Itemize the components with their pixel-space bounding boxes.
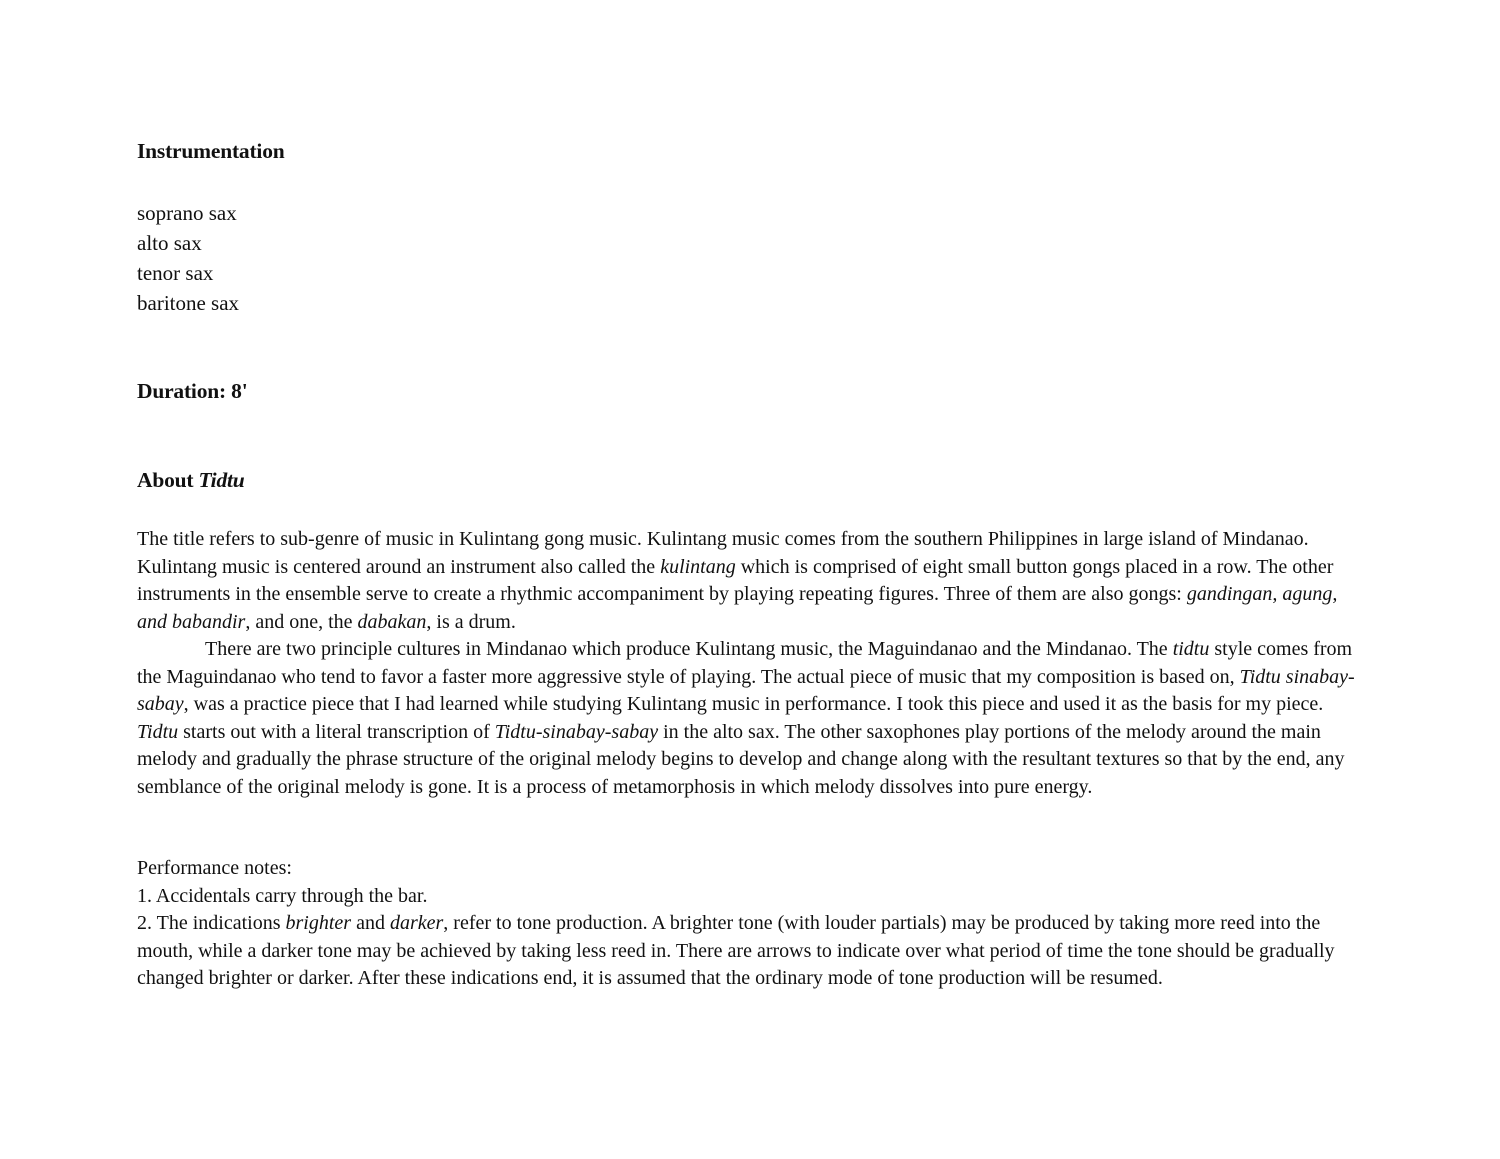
instrument-item: soprano sax	[137, 201, 237, 225]
italic-term: darker	[389, 912, 444, 934]
text-run: which is comprised of eight small button gongs placed in a row. The other instruments in the ensemble serve to create a rhythmic accompaniment by playing repeating figures. Three of them are also gongs:	[137, 555, 1334, 605]
about-heading	[137, 468, 245, 493]
italic-term: tidtu	[1172, 638, 1210, 660]
performance-notes-section	[137, 855, 1367, 993]
italic-term: dabakan	[357, 610, 427, 633]
text-run: starts out with a literal transcription of	[178, 720, 495, 743]
text-run: , refer to tone production. A brighter tone (with louder partials) may be produced by taking more reed into the mouth, while a darker tone may be achieved by taking less reed in. There are arrows to indicate over what period of time the tone should be gradually changed brighter or darker. After these indications end, it is assumed that the ordinary mode of tone production will be resumed.	[137, 912, 1335, 989]
text-run: , was a practice piece that I had learned while studying Kulintang music in performance. I took this piece and used it as the basis for my piece.	[183, 693, 1324, 715]
text-run: , is a drum.	[426, 610, 516, 633]
instrument-list	[137, 198, 239, 318]
text-run: , and one, the	[245, 610, 358, 633]
italic-term: Tidtu	[137, 720, 179, 743]
italic-term: gandingan, agung, and babandir	[137, 583, 1338, 633]
text-run: and	[351, 912, 390, 934]
duration-heading: Duration: 8'	[137, 379, 248, 403]
text-run: There are two principle cultures in Mindanao which produce Kulintang music, the Maguindanao and the Mindanao. The	[205, 638, 1173, 660]
instrumentation-heading: Instrumentation	[137, 139, 285, 163]
instrument-item: tenor sax	[137, 261, 214, 285]
about-paragraph-2	[137, 636, 1367, 801]
text-run: 2. The indications	[137, 912, 286, 934]
instrument-item: baritone sax	[137, 291, 240, 315]
about-heading-prefix: About	[137, 468, 199, 492]
italic-term: brighter	[285, 912, 352, 934]
italic-term: Tidtu-sinabay-sabay	[494, 720, 659, 743]
text-run: in the alto sax. The other saxophones play portions of the melody around the main melody and gradually the phrase structure of the original melody begins to develop and change along with the resultant textures so that by the end, any semblance of the original melody is gone. It is a process of metamorphosis in which melody dissolves into pure energy.	[137, 720, 1345, 798]
about-heading-title: Tidtu	[198, 468, 245, 492]
text-run: style comes from the Maguindanao who tend to favor a faster more aggressive style of playing. The actual piece of music that my composition is based on,	[137, 638, 1353, 688]
italic-term: Tidtu sinabay-sabay	[137, 665, 1355, 715]
performance-note-1: 1. Accidentals carry through the bar.	[137, 884, 428, 907]
about-paragraph-1	[137, 526, 1367, 636]
text-run: The title refers to sub-genre of music in Kulintang gong music. Kulintang music comes from the southern Philippines in large island of Mindanao. Kulintang music is centered around an instrument also called the	[137, 528, 1309, 578]
about-section	[137, 526, 1367, 801]
italic-term: kulintang	[660, 555, 736, 578]
instrument-item: alto sax	[137, 231, 202, 255]
performance-notes-heading: Performance notes:	[137, 857, 292, 879]
performance-note-2	[137, 910, 1367, 993]
